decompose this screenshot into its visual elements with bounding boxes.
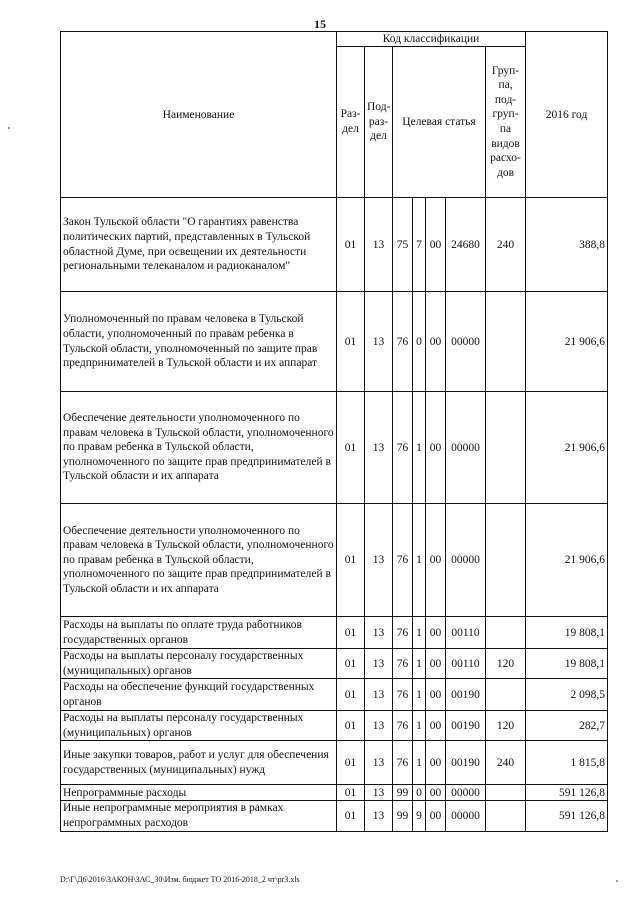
header-code-group: Код классификации [337,32,526,47]
amount-cell: 1 815,8 [526,741,608,785]
podrazdel-cell: 13 [365,649,393,679]
header-target-article: Целевая статья [393,47,486,198]
podrazdel-cell: 13 [365,711,393,741]
podrazdel-cell: 13 [365,801,393,831]
expense-group-cell: 240 [486,198,526,292]
target-article-part2: 1 [413,649,426,679]
table-body [61,198,608,832]
podrazdel-cell: 13 [365,198,393,292]
razdel-cell: 01 [337,617,365,649]
target-article-part2: 9 [413,801,426,831]
podrazdel-cell: 13 [365,504,393,617]
target-article-part4: 24680 [446,198,486,292]
podrazdel-cell: 13 [365,292,393,392]
razdel-cell: 01 [337,198,365,292]
razdel-cell: 01 [337,504,365,617]
header-podrazdel: Под- раз- дел [365,47,393,198]
target-article-part1: 99 [393,801,413,831]
target-article-part2: 1 [413,711,426,741]
table-row [61,292,608,392]
row-name: Закон Тульской области "О гарантиях равенства политических партий, представленных в Тульской областной Думе, при освещении их деятельности региональными телеканалом и радиоканалом" [61,198,337,292]
target-article-part3: 00 [426,711,446,741]
footer-file-path: D:\Г\Д6\2016\ЗАКОН\ЗАС_30\Изм. бюджет ТО 2016-2018_2 чт\pr3.xls [60,875,300,884]
razdel-cell: 01 [337,679,365,711]
target-article-part4: 00190 [446,711,486,741]
header-group: Груп- па, под- груп- па видов расхо- дов [486,47,526,198]
target-article-part4: 00190 [446,741,486,785]
row-name: Уполномоченный по правам человека в Тульской области, уполномоченный по правам ребенка в Тульской области, уполномоченный по защите прав предпринимателей в Тульской области и их аппарат [61,292,337,392]
target-article-part1: 75 [393,198,413,292]
podrazdel-cell: 13 [365,785,393,801]
target-article-part4: 00000 [446,801,486,831]
table-row [61,649,608,679]
expense-group-cell [486,801,526,831]
target-article-part3: 00 [426,801,446,831]
target-article-part3: 00 [426,785,446,801]
header-name: Наименование [61,32,337,198]
target-article-part4: 00110 [446,649,486,679]
target-article-part2: 0 [413,785,426,801]
table-row [61,504,608,617]
table-row [61,679,608,711]
target-article-part4: 00110 [446,617,486,649]
target-article-part4: 00000 [446,292,486,392]
page-number: 15 [314,17,326,31]
row-name: Расходы на выплаты по оплате труда работников государственных органов [61,617,337,649]
row-name: Обеспечение деятельности уполномоченного по правам человека в Тульской области, уполномоченного по правам ребенка в Тульской области, уполномоченного по защите прав предпринимателей в Тульской области и их аппарата [61,392,337,504]
razdel-cell: 01 [337,649,365,679]
razdel-cell: 01 [337,801,365,831]
row-name: Расходы на выплаты персоналу государственных (муниципальных) органов [61,711,337,741]
row-name: Иные непрограммные мероприятия в рамках непрограммных расходов [61,801,337,831]
target-article-part2: 1 [413,617,426,649]
target-article-part1: 76 [393,392,413,504]
table-row [61,198,608,292]
razdel-cell: 01 [337,711,365,741]
amount-cell: 21 906,6 [526,392,608,504]
target-article-part3: 00 [426,504,446,617]
table-row [61,801,608,831]
row-name: Непрограммные расходы [61,785,337,801]
expense-group-cell: 120 [486,711,526,741]
podrazdel-cell: 13 [365,392,393,504]
row-name: Расходы на обеспечение функций государственных органов [61,679,337,711]
expense-group-cell: 120 [486,649,526,679]
row-name: Расходы на выплаты персоналу государственных (муниципальных) органов [61,649,337,679]
table-row [61,741,608,785]
scan-speck [616,880,618,882]
amount-cell: 19 808,1 [526,617,608,649]
razdel-cell: 01 [337,741,365,785]
target-article-part3: 00 [426,292,446,392]
podrazdel-cell: 13 [365,679,393,711]
target-article-part3: 00 [426,741,446,785]
amount-cell: 388,8 [526,198,608,292]
scan-speck [8,127,10,129]
amount-cell: 591 126,8 [526,785,608,801]
amount-cell: 591 126,8 [526,801,608,831]
expense-group-cell [486,617,526,649]
table-row [61,711,608,741]
target-article-part3: 00 [426,198,446,292]
row-name: Обеспечение деятельности уполномоченного по правам человека в Тульской области, уполномоченного по правам ребенка в Тульской области, уполномоченного по защите прав предпринимателей в Тульской области и их аппарата [61,504,337,617]
amount-cell: 21 906,6 [526,292,608,392]
amount-cell: 2 098,5 [526,679,608,711]
header-razdel: Раз- дел [337,47,365,198]
table-row [61,617,608,649]
razdel-cell: 01 [337,292,365,392]
target-article-part1: 76 [393,504,413,617]
header-year: 2016 год [526,32,608,198]
podrazdel-cell: 13 [365,617,393,649]
target-article-part1: 76 [393,617,413,649]
target-article-part1: 76 [393,679,413,711]
target-article-part4: 00000 [446,504,486,617]
amount-cell: 19 808,1 [526,649,608,679]
target-article-part4: 00000 [446,392,486,504]
target-article-part2: 1 [413,741,426,785]
table-row [61,785,608,801]
target-article-part3: 00 [426,392,446,504]
amount-cell: 21 906,6 [526,504,608,617]
target-article-part4: 00190 [446,679,486,711]
target-article-part2: 1 [413,504,426,617]
expense-group-cell [486,679,526,711]
target-article-part4: 00000 [446,785,486,801]
razdel-cell: 01 [337,785,365,801]
target-article-part1: 76 [393,649,413,679]
target-article-part1: 76 [393,292,413,392]
razdel-cell: 01 [337,392,365,504]
target-article-part3: 00 [426,617,446,649]
expense-group-cell [486,504,526,617]
row-name: Иные закупки товаров, работ и услуг для обеспечения государственных (муниципальных) нужд [61,741,337,785]
amount-cell: 282,7 [526,711,608,741]
target-article-part1: 76 [393,711,413,741]
target-article-part2: 0 [413,292,426,392]
target-article-part2: 7 [413,198,426,292]
podrazdel-cell: 13 [365,741,393,785]
table-row [61,392,608,504]
expense-group-cell [486,392,526,504]
expense-group-cell: 240 [486,741,526,785]
target-article-part3: 00 [426,679,446,711]
expense-group-cell [486,785,526,801]
target-article-part2: 1 [413,392,426,504]
expense-group-cell [486,292,526,392]
target-article-part1: 76 [393,741,413,785]
target-article-part1: 99 [393,785,413,801]
target-article-part3: 00 [426,649,446,679]
target-article-part2: 1 [413,679,426,711]
budget-table [60,31,608,832]
